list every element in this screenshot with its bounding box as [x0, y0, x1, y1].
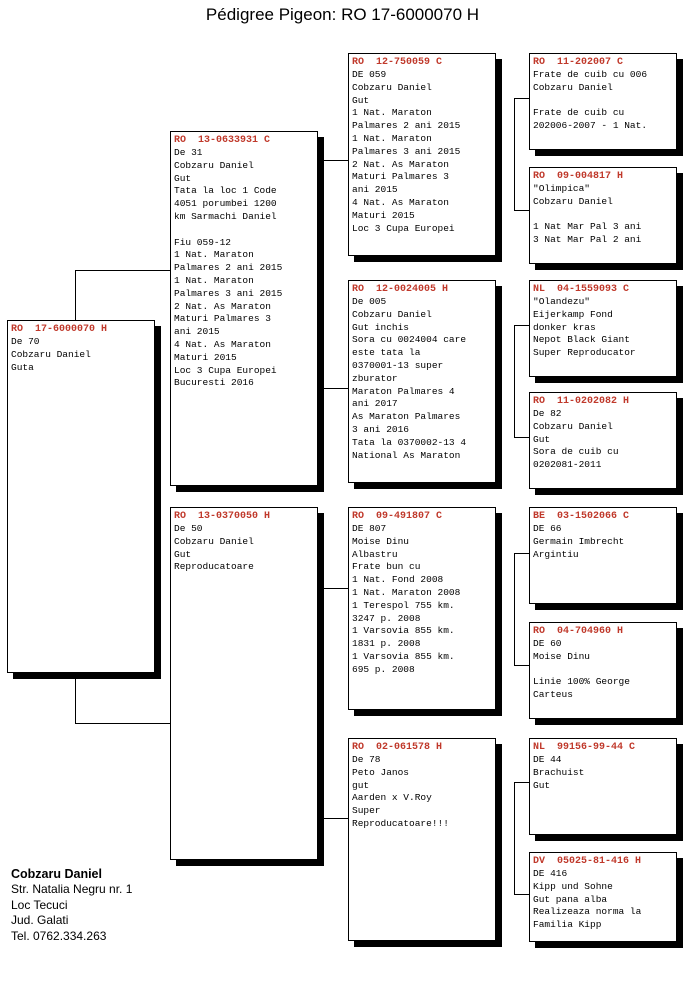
- card-line: 1 Nat. Maraton: [174, 249, 254, 261]
- card-line: As Maraton Palmares: [352, 411, 461, 423]
- card-line: Tata la 0370002-13 4: [352, 436, 467, 448]
- card-line: gut: [352, 779, 370, 791]
- card-line: Super Reproducator: [533, 347, 636, 359]
- card-line: 3 ani 2016: [352, 423, 410, 435]
- card-line: Brachuist: [533, 766, 585, 778]
- card-line: Gut: [533, 433, 551, 445]
- card-line: Maturi Palmares 3: [174, 313, 271, 325]
- card-line: DE 416: [533, 868, 568, 879]
- connector-line: [75, 270, 76, 323]
- card-line: Albastru: [352, 548, 398, 560]
- connector-line: [514, 210, 529, 211]
- card-line: Eijerkamp Fond: [533, 308, 613, 320]
- ring-number: RO 12-750059 C: [352, 57, 443, 68]
- card-line: Peto Janos: [352, 766, 410, 778]
- card-line: Fiu 059-12: [174, 236, 232, 248]
- card-line: Moise Dinu: [533, 650, 591, 662]
- pigeon-card-ggp-1[interactable]: [529, 53, 677, 150]
- pigeon-card-dam-dam[interactable]: [348, 738, 496, 941]
- connector-line: [75, 270, 170, 271]
- pigeon-card-ggp-5[interactable]: [529, 507, 677, 604]
- card-line: DE 44: [533, 754, 562, 765]
- card-line: 3 Nat Mar Pal 2 ani: [533, 234, 642, 246]
- card-line: [533, 95, 673, 108]
- ring-number: NL 99156-99-44 C: [533, 742, 636, 753]
- ring-number: RO 13-0370050 H: [174, 511, 271, 522]
- pigeon-card-dam-sire[interactable]: [348, 507, 496, 710]
- card-line: Gut: [174, 172, 192, 184]
- card-line: ani 2017: [352, 398, 398, 410]
- card-line: Reproducatoare: [174, 561, 254, 573]
- pigeon-card-ggp-8[interactable]: [529, 852, 677, 942]
- connector-line: [320, 588, 348, 589]
- card-line: DE 60: [533, 638, 562, 649]
- card-line: Maturi Palmares 3: [352, 171, 449, 183]
- card-line: Cobzaru Daniel: [533, 195, 613, 207]
- card-line: [533, 664, 673, 677]
- card-line: De 31: [174, 147, 203, 158]
- connector-line: [320, 160, 348, 161]
- connector-line: [514, 665, 529, 666]
- owner-info: [11, 866, 132, 944]
- owner-name: Cobzaru Daniel: [11, 867, 102, 881]
- card-line: Gut inchis: [352, 321, 410, 333]
- owner-address-line: Jud. Galati: [11, 913, 69, 927]
- card-line: Guta: [11, 361, 34, 373]
- pigeon-card-sire-dam[interactable]: [348, 280, 496, 483]
- card-line: km Sarmachi Daniel: [174, 210, 277, 222]
- card-line: Kipp und Sohne: [533, 880, 613, 892]
- card-line: Tata la loc 1 Code: [174, 185, 277, 197]
- card-line: 2 Nat. As Maraton: [174, 300, 271, 312]
- connector-line: [514, 553, 515, 665]
- card-line: ani 2015: [174, 326, 220, 338]
- owner-address-line: Loc Tecuci: [11, 897, 68, 912]
- ring-number: RO 11-202007 C: [533, 57, 624, 68]
- page-title: Pédigree Pigeon: RO 17-6000070 H: [205, 5, 480, 24]
- pigeon-card-subject[interactable]: [7, 320, 155, 673]
- ring-number: NL 04-1559093 C: [533, 284, 630, 295]
- card-line: De 005: [352, 296, 387, 307]
- card-line: Familia Kipp: [533, 919, 602, 931]
- card-line: Nepot Black Giant: [533, 334, 630, 346]
- card-line: Reproducatoare!!!: [352, 817, 449, 829]
- connector-line: [514, 553, 529, 554]
- card-line: 4 Nat. As Maraton: [174, 338, 271, 350]
- ring-number: RO 02-061578 H: [352, 742, 443, 753]
- card-line: 1 Nat. Fond 2008: [352, 574, 444, 586]
- ring-number: RO 13-0633931 C: [174, 135, 271, 146]
- pigeon-card-ggp-3[interactable]: [529, 280, 677, 377]
- card-line: Super: [352, 805, 381, 817]
- card-line: 2 Nat. As Maraton: [352, 158, 449, 170]
- ring-number: RO 04-704960 H: [533, 626, 624, 637]
- card-line: 1 Nat. Maraton: [174, 274, 254, 286]
- card-line: Cobzaru Daniel: [533, 420, 613, 432]
- ring-number: RO 17-6000070 H: [11, 324, 108, 335]
- card-line: 1 Nat. Maraton: [352, 107, 432, 119]
- card-line: 1 Terespol 755 km.: [352, 599, 455, 611]
- card-line: ani 2015: [352, 184, 398, 196]
- card-line: 1 Varsovia 855 km.: [352, 650, 455, 662]
- connector-line: [514, 98, 515, 210]
- card-line: Gut: [174, 548, 192, 560]
- ring-number: RO 12-0024005 H: [352, 284, 449, 295]
- card-line: Cobzaru Daniel: [352, 308, 432, 320]
- card-line: [533, 209, 673, 222]
- pigeon-card-dam[interactable]: [170, 507, 318, 860]
- card-line: 695 p. 2008: [352, 663, 415, 675]
- card-line: Gut pana alba: [533, 893, 608, 905]
- card-line: Cobzaru Daniel: [352, 81, 432, 93]
- connector-line: [514, 325, 529, 326]
- card-line: DE 059: [352, 69, 387, 80]
- card-line: Cobzaru Daniel: [533, 81, 613, 93]
- card-line: De 78: [352, 754, 381, 765]
- card-line: Frate de cuib cu: [533, 107, 625, 119]
- card-line: 4 Nat. As Maraton: [352, 196, 449, 208]
- card-line: este tata la: [352, 347, 421, 359]
- ring-number: RO 09-004817 H: [533, 171, 624, 182]
- card-line: Cobzaru Daniel: [174, 159, 254, 171]
- card-line: Sora de cuib cu: [533, 446, 619, 458]
- card-line: Palmares 3 ani 2015: [352, 145, 461, 157]
- pigeon-card-sire[interactable]: [170, 131, 318, 486]
- card-line: [174, 224, 314, 237]
- pigeon-card-ggp-4[interactable]: [529, 392, 677, 489]
- card-line: 4051 porumbei 1200: [174, 198, 277, 210]
- card-line: De 50: [174, 523, 203, 534]
- card-line: De 70: [11, 336, 40, 347]
- card-line: Palmares 2 ani 2015: [352, 120, 461, 132]
- pigeon-card-ggp-7[interactable]: [529, 738, 677, 835]
- card-line: National As Maraton: [352, 449, 461, 461]
- ring-number: BE 03-1502066 C: [533, 511, 630, 522]
- pigeon-card-ggp-2[interactable]: [529, 167, 677, 264]
- card-line: Maturi 2015: [352, 209, 415, 221]
- connector-line: [514, 325, 515, 437]
- card-line: Loc 3 Cupa Europei: [352, 222, 455, 234]
- card-line: Gut: [352, 94, 370, 106]
- card-line: 1831 p. 2008: [352, 638, 421, 650]
- connector-line: [320, 160, 321, 388]
- connector-line: [320, 818, 348, 819]
- card-line: Maturi 2015: [174, 351, 237, 363]
- card-line: Carteus: [533, 689, 573, 701]
- pigeon-card-sire-sire[interactable]: [348, 53, 496, 256]
- owner-address-line: Str. Natalia Negru nr. 1: [11, 882, 133, 896]
- card-line: DE 66: [533, 523, 562, 534]
- connector-line: [514, 782, 515, 894]
- card-line: 1 Nat Mar Pal 3 ani: [533, 221, 642, 233]
- card-line: donker kras: [533, 321, 596, 333]
- card-line: Moise Dinu: [352, 535, 410, 547]
- card-line: Cobzaru Daniel: [174, 535, 254, 547]
- card-line: Cobzaru Daniel: [11, 348, 91, 360]
- card-line: Sora cu 0024004 care: [352, 334, 467, 346]
- card-line: Bucuresti 2016: [174, 377, 254, 389]
- card-line: Palmares 2 ani 2015: [174, 262, 283, 274]
- card-line: Aarden x V.Roy: [352, 792, 432, 804]
- ring-number: RO 11-0202082 H: [533, 396, 630, 407]
- connector-line: [514, 98, 529, 99]
- card-line: 202006-2007 - 1 Nat.: [533, 120, 648, 132]
- card-line: 0370001-13 super: [352, 359, 444, 371]
- card-line: Frate de cuib cu 006: [533, 69, 648, 80]
- connector-line: [514, 782, 529, 783]
- card-line: Gut: [533, 779, 551, 791]
- card-line: Linie 100% George: [533, 676, 630, 688]
- connector-line: [75, 673, 76, 723]
- card-line: Maraton Palmares 4: [352, 385, 455, 397]
- card-line: "Olandezu": [533, 296, 591, 307]
- connector-line: [75, 723, 170, 724]
- card-line: Loc 3 Cupa Europei: [174, 364, 277, 376]
- card-line: 3247 p. 2008: [352, 612, 421, 624]
- card-line: DE 807: [352, 523, 387, 534]
- card-line: "Olimpica": [533, 183, 591, 194]
- card-line: zburator: [352, 372, 398, 384]
- card-line: 0202081-2011: [533, 459, 602, 471]
- card-line: Argintiu: [533, 548, 579, 560]
- owner-phone: Tel. 0762.334.263: [11, 928, 107, 943]
- connector-line: [514, 894, 529, 895]
- card-line: Germain Imbrecht: [533, 535, 625, 547]
- connector-line: [320, 588, 321, 818]
- card-line: Realizeaza norma la: [533, 906, 642, 918]
- card-line: 1 Varsovia 855 km.: [352, 625, 455, 637]
- card-line: Frate bun cu: [352, 561, 421, 573]
- card-line: Palmares 3 ani 2015: [174, 287, 283, 299]
- ring-number: RO 09-491807 C: [352, 511, 443, 522]
- card-line: De 82: [533, 408, 562, 419]
- connector-line: [514, 437, 529, 438]
- card-line: 1 Nat. Maraton: [352, 132, 432, 144]
- ring-number: DV 05025-81-416 H: [533, 856, 642, 867]
- connector-line: [320, 388, 348, 389]
- pigeon-card-ggp-6[interactable]: [529, 622, 677, 719]
- card-line: 1 Nat. Maraton 2008: [352, 586, 461, 598]
